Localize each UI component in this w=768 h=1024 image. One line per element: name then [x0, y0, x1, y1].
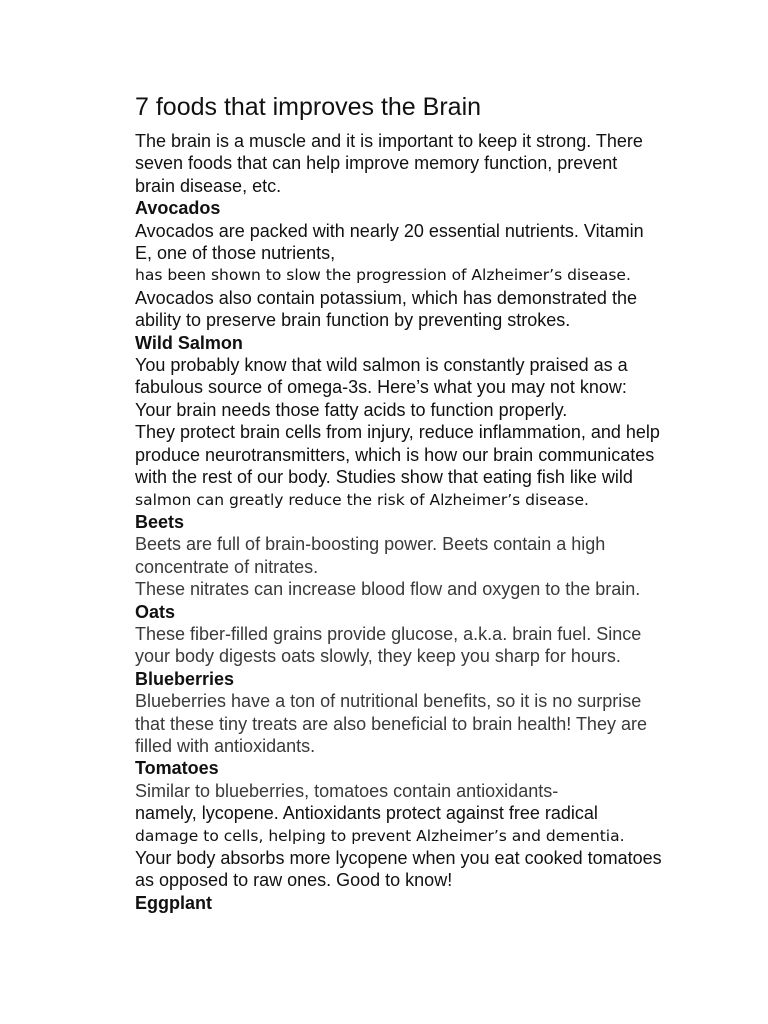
intro-line: brain disease, etc. — [135, 175, 282, 196]
section-line: concentrate of nitrates. — [135, 556, 319, 577]
section-line: salmon can greatly reduce the risk of Alzheimer’s disease. — [135, 490, 589, 509]
section-line: These fiber-filled grains provide glucose, a.k.a. brain fuel. Since — [135, 623, 642, 644]
section-heading: Eggplant — [135, 892, 212, 913]
section-eggplant — [135, 892, 715, 914]
document-page — [135, 92, 715, 914]
section-line: as opposed to raw ones. Good to know! — [135, 870, 453, 891]
section-tomatoes — [135, 757, 715, 891]
section-wild-salmon — [135, 332, 715, 511]
section-line: These nitrates can increase blood flow and oxygen to the brain. — [135, 579, 641, 600]
section-line: that these tiny treats are also beneficial to brain health! They are — [135, 713, 647, 734]
section-line: Blueberries have a ton of nutritional benefits, so it is no surprise — [135, 691, 642, 712]
intro-paragraph — [135, 130, 715, 197]
section-heading: Avocados — [135, 198, 221, 219]
section-line: Your brain needs those fatty acids to function properly. — [135, 399, 568, 420]
section-line: with the rest of our body. Studies show that eating fish like wild — [135, 467, 633, 488]
section-line: E, one of those nutrients, — [135, 243, 336, 264]
section-line: Beets are full of brain-boosting power. Beets contain a high — [135, 534, 606, 555]
section-line: produce neurotransmitters, which is how our brain communicates — [135, 444, 655, 465]
section-line: filled with antioxidants. — [135, 735, 316, 756]
section-line: Similar to blueberries, tomatoes contain antioxidants- — [135, 780, 559, 801]
section-avocados — [135, 197, 715, 331]
section-line: Avocados are packed with nearly 20 essential nutrients. Vitamin — [135, 220, 644, 241]
section-line: has been shown to slow the progression of Alzheimer’s disease. — [135, 266, 631, 285]
section-line: your body digests oats slowly, they keep you sharp for hours. — [135, 646, 621, 667]
intro-line: The brain is a muscle and it is important to keep it strong. There — [135, 131, 643, 151]
section-line: Avocados also contain potassium, which has demonstrated the — [135, 287, 637, 308]
section-line: They protect brain cells from injury, reduce inflammation, and help — [135, 422, 660, 443]
section-heading: Wild Salmon — [135, 332, 243, 353]
section-line: You probably know that wild salmon is constantly praised as a — [135, 355, 628, 376]
section-line: Your body absorbs more lycopene when you eat cooked tomatoes — [135, 848, 662, 868]
section-oats — [135, 601, 715, 668]
section-line: namely, lycopene. Antioxidants protect against free radical — [135, 803, 598, 824]
section-heading: Oats — [135, 601, 176, 622]
document-title: 7 foods that improves the Brain — [135, 93, 482, 121]
section-line: ability to preserve brain function by preventing strokes. — [135, 310, 571, 331]
section-line: fabulous source of omega-3s. Here’s what you may not know: — [135, 377, 627, 398]
intro-line: seven foods that can help improve memory function, prevent — [135, 153, 618, 174]
section-heading: Beets — [135, 511, 185, 532]
section-line: damage to cells, helping to prevent Alzheimer’s and dementia. — [135, 826, 625, 845]
section-blueberries — [135, 668, 715, 758]
section-beets — [135, 511, 715, 601]
section-heading: Tomatoes — [135, 758, 219, 779]
section-heading: Blueberries — [135, 668, 235, 689]
